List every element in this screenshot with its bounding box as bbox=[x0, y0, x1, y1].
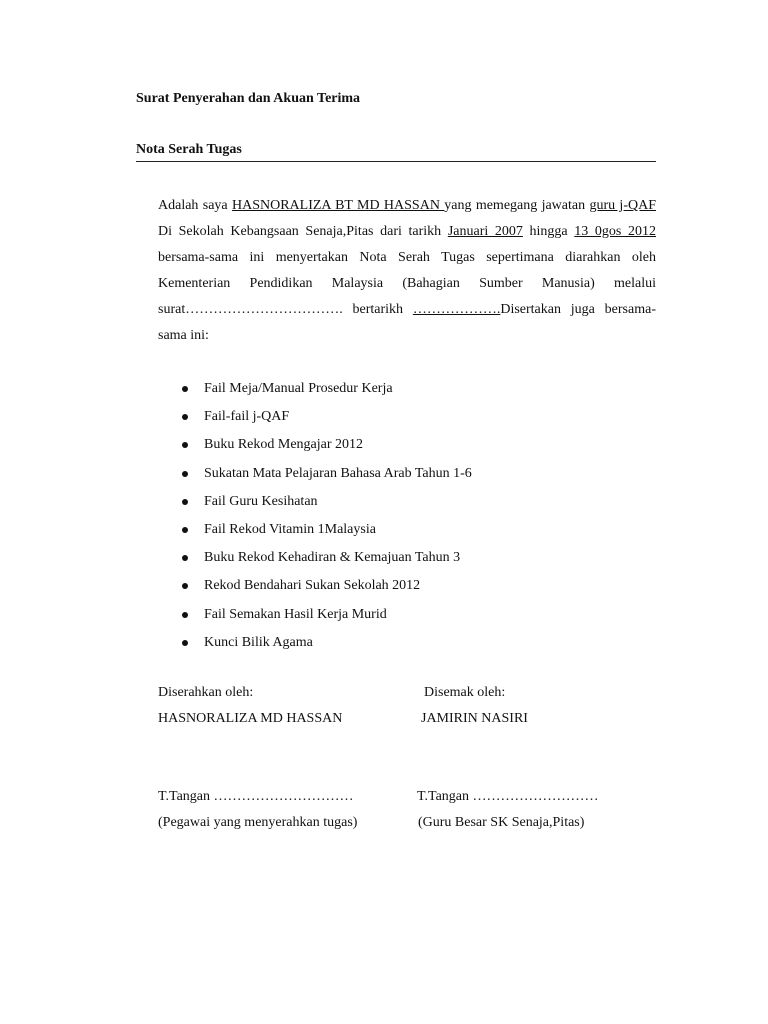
paragraph-text: bersama-sama ini menyertakan Nota Serah Tugas sepertimana diarahkan oleh Kementerian Pendidikan Malaysia (Bahagian Sumber Manusia) melalui surat……………………………. bertarikh bbox=[158, 250, 656, 317]
handed-over-by-signature-line: T.Tangan ………………………… bbox=[158, 789, 354, 804]
list-item-text: Fail Semakan Hasil Kerja Murid bbox=[204, 606, 387, 622]
bullet-icon bbox=[182, 583, 188, 589]
job-position: guru j-QAF bbox=[589, 198, 656, 213]
handed-over-by-name: HASNORALIZA MD HASSAN bbox=[158, 711, 343, 726]
list-item bbox=[180, 630, 472, 658]
bullet-icon bbox=[182, 555, 188, 561]
handed-over-by-label: Diserahkan oleh: bbox=[158, 685, 254, 700]
list-item bbox=[180, 404, 472, 432]
bullet-icon bbox=[182, 442, 188, 448]
bullet-icon bbox=[182, 499, 188, 505]
list-item bbox=[180, 573, 472, 601]
bullet-icon bbox=[182, 612, 188, 618]
bullet-icon bbox=[182, 414, 188, 420]
list-item-text: Fail Meja/Manual Prosedur Kerja bbox=[204, 381, 393, 396]
list-item-text: Kunci Bilik Agama bbox=[204, 634, 313, 650]
list-item bbox=[180, 376, 472, 404]
end-date: 13 0gos 2012 bbox=[574, 224, 657, 239]
handed-over-by-role: (Pegawai yang menyerahkan tugas) bbox=[158, 815, 358, 830]
document-title: Surat Penyerahan dan Akuan Terima bbox=[136, 91, 361, 106]
paragraph-text: Disertakan juga bersama-sama ini: bbox=[158, 302, 656, 343]
list-item-text: Sukatan Mata Pelajaran Bahasa Arab Tahun 1-6 bbox=[204, 465, 472, 481]
paragraph-text: Adalah saya bbox=[158, 198, 232, 213]
paragraph-text: Di Sekolah Kebangsaan Senaja,Pitas dari tarikh bbox=[158, 224, 448, 239]
paragraph-text: yang memegang jawatan bbox=[444, 198, 590, 213]
bullet-icon bbox=[182, 640, 188, 646]
bullet-icon bbox=[182, 386, 188, 392]
checked-by-label: Disemak oleh: bbox=[424, 685, 506, 700]
list-item-text: Fail-fail j-QAF bbox=[204, 409, 290, 425]
list-item bbox=[180, 489, 472, 517]
checked-by-name: JAMIRIN NASIRI bbox=[421, 711, 528, 726]
handover-items-list bbox=[180, 376, 472, 658]
officer-name: HASNORALIZA BT MD HASSAN bbox=[231, 198, 445, 213]
list-item bbox=[180, 545, 472, 573]
bullet-icon bbox=[182, 527, 188, 533]
list-item bbox=[180, 602, 472, 630]
list-item-text: Fail Guru Kesihatan bbox=[204, 493, 318, 509]
checked-by-signature-line: T.Tangan ……………………… bbox=[417, 789, 599, 804]
list-item-text: Fail Rekod Vitamin 1Malaysia bbox=[204, 521, 376, 537]
section-heading: Nota Serah Tugas bbox=[136, 142, 656, 162]
letter-date-blank: ………………. bbox=[412, 302, 501, 317]
checked-by-role: (Guru Besar SK Senaja,Pitas) bbox=[418, 815, 585, 830]
list-item bbox=[180, 432, 472, 460]
body-paragraph bbox=[158, 193, 656, 349]
list-item-text: Rekod Bendahari Sukan Sekolah 2012 bbox=[204, 578, 421, 594]
start-date: Januari 2007 bbox=[447, 224, 523, 239]
list-item-text: Buku Rekod Mengajar 2012 bbox=[204, 437, 364, 453]
list-item bbox=[180, 517, 472, 545]
list-item bbox=[180, 461, 472, 489]
list-item-text: Buku Rekod Kehadiran & Kemajuan Tahun 3 bbox=[204, 550, 461, 566]
bullet-icon bbox=[182, 471, 188, 477]
paragraph-text: hingga bbox=[522, 224, 575, 239]
